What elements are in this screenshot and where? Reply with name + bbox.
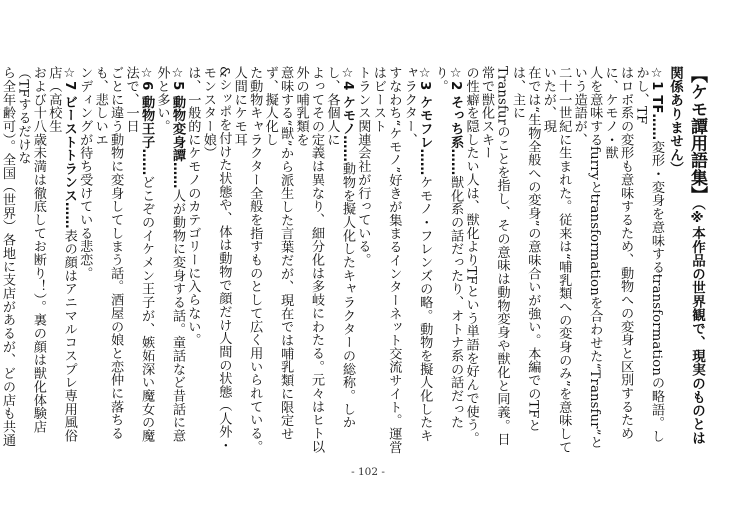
entry-term: ☆3 ケモフレ……	[417, 66, 433, 176]
glossary-title: 【ケモ譚用語集】	[687, 66, 707, 204]
entry-text: ケモノ・フレンズの略。動物を擬人化したキャラクター、	[401, 66, 433, 443]
glossary-line	[401, 66, 432, 454]
entry-text: および十八歳未満は徹底してお断り！）。裏の顔は獣化体験店（TFするだけな	[15, 66, 46, 434]
entry-text: は、一般的にケモノのカテゴリーに入らない。	[185, 66, 201, 347]
page-number: - 102 -	[351, 466, 385, 478]
entry-term: ☆7 ビーストトランス……	[61, 66, 77, 229]
glossary-line	[293, 66, 324, 454]
entry-text: 獣化系の話だったり、オトナ系の話だったり。	[432, 66, 464, 429]
glossary-line	[200, 66, 231, 454]
entry-text: &シッポを付けた状態や、体は動物で顔だけ人間の状態（人外・モンスター娘）	[200, 66, 232, 452]
entry-text: どこぞのイケメン王子が、嫉妬深い魔女の魔法で、一日	[123, 66, 155, 443]
entry-text: ごとに違う動物に変身してしまう話。酒屋の娘と恋仲に落ちるも、悲しいエ	[92, 66, 124, 440]
glossary-line	[92, 66, 123, 454]
glossary-line	[262, 66, 293, 454]
entry-text: すなわち“ケモノ”好きが集まるインターネット交流サイト。運営はビースト	[370, 66, 402, 454]
glossary-line	[123, 66, 154, 454]
glossary-text	[0, 66, 708, 454]
glossary-heading	[664, 66, 708, 454]
glossary-line	[370, 66, 401, 454]
glossary-line	[324, 66, 355, 454]
glossary-line	[540, 66, 571, 454]
entry-term: ☆4 ケモノ……	[339, 66, 355, 162]
entry-term: ☆6 動物王子……	[139, 66, 155, 176]
entry-text: はロボ系の変形も意味するため、動物への変身と区別するために、ケモノ・獣	[602, 66, 634, 440]
glossary-line	[571, 66, 602, 454]
glossary-line	[602, 66, 633, 454]
entry-text: 二十一世紀に生まれた。従来は“哺乳類への変身のみ”を意味していたが、現	[540, 66, 572, 454]
entry-text: 人が動物に変身する話。童話など昔話に意外と多い。	[154, 66, 185, 443]
glossary-line	[463, 66, 478, 454]
glossary-line	[154, 66, 185, 454]
glossary-note: （※本作品の世界観で、現実のものとは関係ありません）	[667, 66, 705, 445]
glossary-line	[46, 66, 77, 454]
glossary-line	[633, 66, 664, 454]
glossary-line	[15, 66, 46, 454]
glossary-line	[185, 66, 200, 454]
entry-text: 動物を擬人化したキャラクターの総称。しかし、各個人に	[324, 66, 355, 429]
entry-text: 表の顔はアニマルコスプレ専用風俗店（高校生	[46, 66, 77, 443]
glossary-line	[231, 66, 262, 454]
entry-text: ら全年齢可）。全国（世界）各地に支店があるが、どの店も共通	[0, 66, 15, 447]
entry-text: ンディングが待ち受けている悲恋。	[77, 66, 93, 280]
glossary-line	[0, 66, 15, 454]
entry-term: ☆1 TF……	[649, 66, 664, 141]
entry-term: ☆2 そっち系……	[448, 66, 464, 176]
glossary-line	[509, 66, 540, 454]
entry-text: 人を意味するfurryとtransformationを合わせた“Transfur”という造語が、	[571, 66, 603, 449]
entry-text: 在では“生物全般への変身”の意味合いが強い。本編でのTFとは、主に	[509, 66, 541, 432]
entry-text: た動物キャラクター全般を指すものとして広く用いられている。人間にケモ耳	[231, 66, 263, 454]
entry-text: の性癖を隠したい人は、獣化よりTFという単語を好んで使う。	[463, 66, 479, 445]
glossary-line	[355, 66, 370, 454]
glossary-line	[77, 66, 92, 454]
entry-term: ☆5 動物変身譚……	[169, 66, 185, 189]
entry-text: よってその定義は異なり、細分化は多岐にわたる。元々はヒト以外の哺乳類を	[293, 66, 325, 454]
entry-text: 意味する“獣”から派生した言葉だが、現在では哺乳類に限定せず、擬人化し	[262, 66, 294, 441]
entry-text: Transfurのことを指し、その意味は動物変身や獣化と同義。日常で獣化スキー	[479, 66, 510, 446]
glossary-line	[479, 66, 510, 454]
entry-text: トランス関連会社が行っている。	[355, 66, 371, 267]
entry-text: 変形・変身を意味するtransformationの略語。しかし、TF	[633, 66, 664, 443]
glossary-line	[432, 66, 463, 454]
